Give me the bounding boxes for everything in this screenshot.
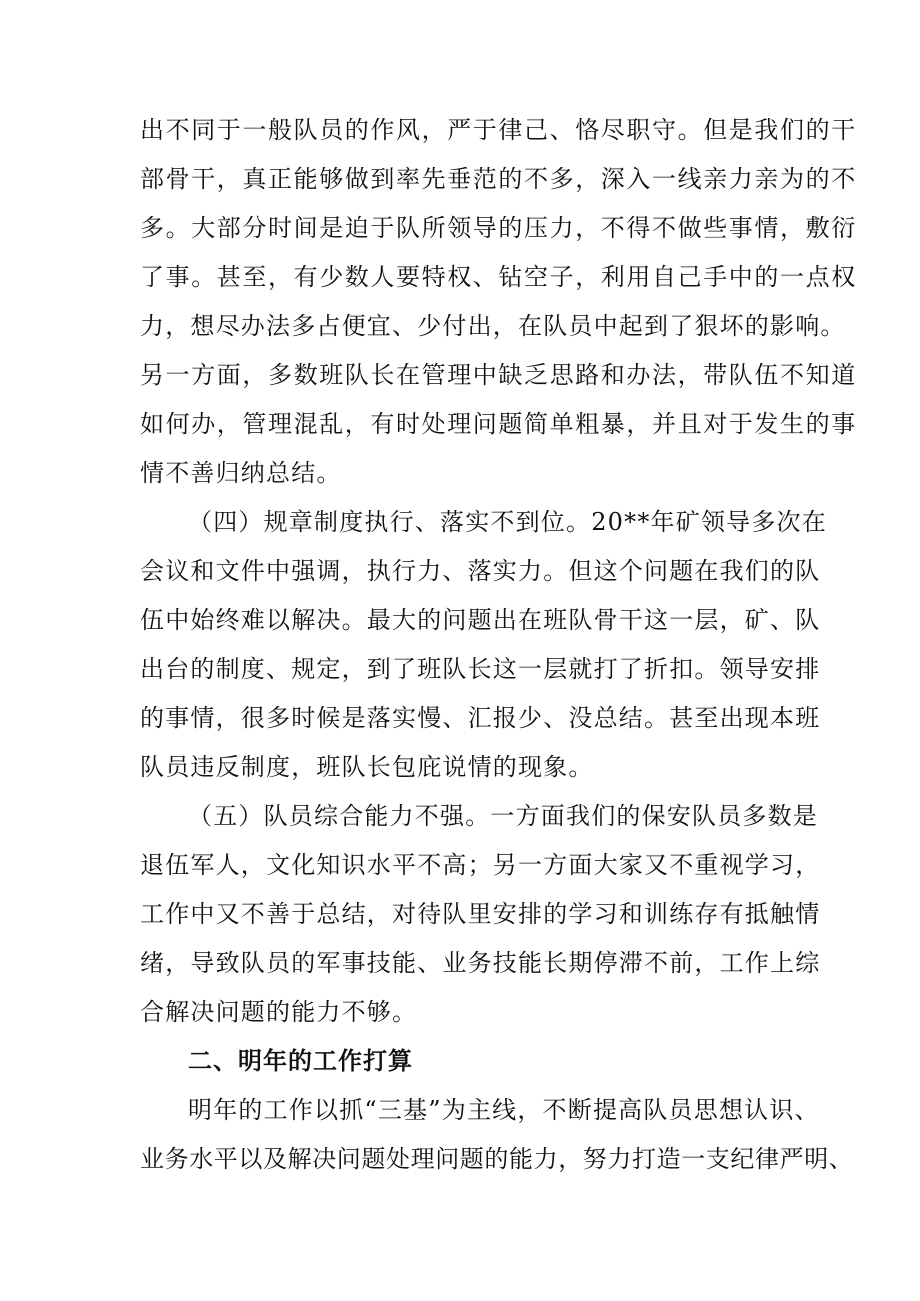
paragraph-line: 队员违反制度，班队长包庇说情的现象。	[140, 753, 594, 781]
paragraph-line: （五）队员综合能力不强。一方面我们的保安队员多数是	[188, 802, 818, 830]
paragraph-line: 会议和文件中强调，执行力、落实力。但这个问题在我们的队	[140, 557, 821, 585]
paragraph-line: 合解决问题的能力不够。	[140, 998, 418, 1026]
paragraph-line: 情不善归纳总结。	[140, 459, 342, 487]
paragraph-line: 出不同于一般队员的作风，严于律己、恪尽职守。但是我们的干	[140, 116, 857, 144]
section-heading: 二、明年的工作打算	[188, 1047, 413, 1075]
paragraph-line: 工作中又不善于总结，对待队里安排的学习和训练存有抵触情	[140, 900, 821, 928]
paragraph-line: 退伍军人，文化知识水平不高；另一方面大家又不重视学习，	[140, 851, 821, 879]
paragraph-line: 明年的工作以抓“三基”为主线，不断提高队员思想认识、	[188, 1096, 820, 1124]
paragraph-line: 出台的制度、规定，到了班队长这一层就打了折扣。领导安排	[140, 655, 821, 683]
paragraph-line: 了事。甚至，有少数人要特权、钻空子，利用自己手中的一点权	[140, 263, 857, 291]
paragraph-line: 另一方面，多数班队长在管理中缺乏思路和办法，带队伍不知道	[140, 361, 857, 389]
paragraph-line: 多。大部分时间是迫于队所领导的压力，不得不做些事情，敷衍	[140, 214, 857, 242]
paragraph-line: 力，想尽办法多占便宜、少付出，在队员中起到了狠坏的影响。	[140, 312, 846, 340]
paragraph-line: 如何办，管理混乱，有时处理问题简单粗暴，并且对于发生的事	[140, 410, 857, 438]
paragraph-line: 业务水平以及解决问题处理问题的能力，努力打造一支纪律严明、	[140, 1145, 854, 1173]
paragraph-line: 伍中始终难以解决。最大的问题出在班队骨干这一层，矿、队	[140, 606, 821, 634]
paragraph-line: 部骨干，真正能够做到率先垂范的不多，深入一线亲力亲为的不	[140, 165, 857, 193]
paragraph-line: 绪，导致队员的军事技能、业务技能长期停滞不前，工作上综	[140, 949, 821, 977]
paragraph-line: 的事情，很多时候是落实慢、汇报少、没总结。甚至出现本班	[140, 704, 821, 732]
paragraph-line: （四）规章制度执行、落实不到位。20**年矿领导多次在	[188, 508, 827, 536]
